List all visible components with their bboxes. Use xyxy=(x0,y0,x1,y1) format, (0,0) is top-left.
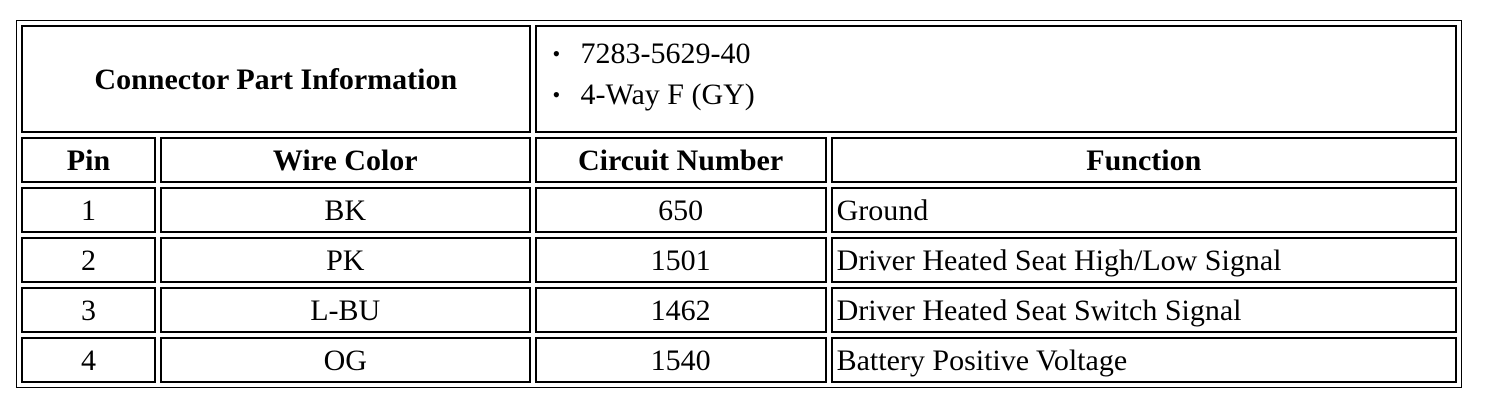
table-row xyxy=(21,237,1457,283)
wire-color-cell: PK xyxy=(160,237,531,283)
table-row xyxy=(21,337,1457,383)
header-circuit-number: Circuit Number xyxy=(535,137,827,183)
connector-part-number: • 7283-5629-40 xyxy=(581,37,1451,72)
table-row xyxy=(21,187,1457,233)
connector-info-values xyxy=(535,25,1457,133)
circuit-number-cell: 1501 xyxy=(535,237,827,283)
connector-info-row xyxy=(21,25,1457,133)
pin-cell: 3 xyxy=(21,287,156,333)
connector-table-wrapper xyxy=(16,20,1462,388)
connector-table xyxy=(16,20,1462,388)
table-row xyxy=(21,287,1457,333)
circuit-number-cell: 650 xyxy=(535,187,827,233)
wire-color-cell: OG xyxy=(160,337,531,383)
header-wire-color: Wire Color xyxy=(160,137,531,183)
pin-cell: 1 xyxy=(21,187,156,233)
pin-cell: 4 xyxy=(21,337,156,383)
header-pin: Pin xyxy=(21,137,156,183)
function-cell: Ground xyxy=(831,187,1457,233)
function-cell: Driver Heated Seat Switch Signal xyxy=(831,287,1457,333)
wire-color-cell: BK xyxy=(160,187,531,233)
pin-cell: 2 xyxy=(21,237,156,283)
connector-description: • 4-Way F (GY) xyxy=(581,78,1451,113)
function-cell: Battery Positive Voltage xyxy=(831,337,1457,383)
connector-info-label: Connector Part Information xyxy=(21,25,531,133)
circuit-number-cell: 1462 xyxy=(535,287,827,333)
wire-color-cell: L-BU xyxy=(160,287,531,333)
function-cell: Driver Heated Seat High/Low Signal xyxy=(831,237,1457,283)
table-header-row xyxy=(21,137,1457,183)
header-function: Function xyxy=(831,137,1457,183)
circuit-number-cell: 1540 xyxy=(535,337,827,383)
